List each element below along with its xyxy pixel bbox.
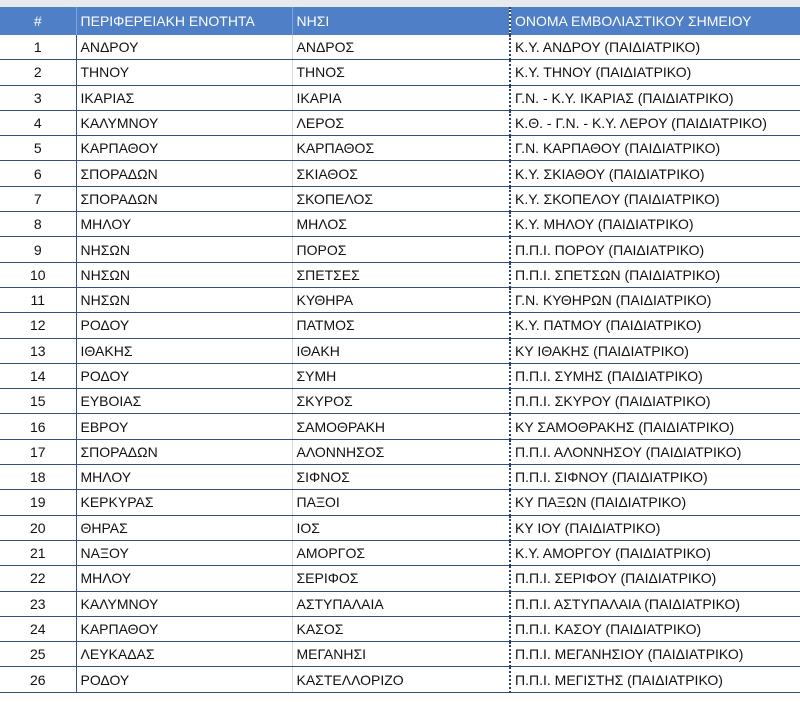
cell-vaccination-point[interactable]: ΚΥ ΣΑΜΟΘΡΑΚΗΣ (ΠΑΙΔΙΑΤΡΙΚΟ)	[510, 414, 800, 439]
cell-vaccination-point[interactable]: Π.Π.Ι. ΚΑΣΟΥ (ΠΑΙΔΙΑΤΡΙΚΟ)	[510, 616, 800, 641]
cell-vaccination-point[interactable]: Π.Π.Ι. ΣΚΥΡΟΥ (ΠΑΙΔΙΑΤΡΙΚΟ)	[510, 389, 800, 414]
table-row	[0, 287, 800, 312]
table-row	[0, 262, 800, 287]
cell-number[interactable]: 2	[0, 60, 76, 85]
cell-regional-unit[interactable]: ΚΑΡΠΑΘΟΥ	[76, 136, 292, 161]
cell-island[interactable]: ΠΟΡΟΣ	[292, 237, 510, 262]
cell-number[interactable]: 7	[0, 186, 76, 211]
table-row	[0, 60, 800, 85]
table-row	[0, 85, 800, 110]
table-row	[0, 35, 800, 60]
cell-number[interactable]: 13	[0, 338, 76, 363]
cell-island[interactable]: ΠΑΤΜΟΣ	[292, 313, 510, 338]
cell-island[interactable]: ΜΗΛΟΣ	[292, 212, 510, 237]
cell-number[interactable]: 21	[0, 540, 76, 565]
cell-vaccination-point[interactable]: Κ.Υ. ΜΗΛΟΥ (ΠΑΙΔΙΑΤΡΙΚΟ)	[510, 212, 800, 237]
cell-island[interactable]: ΣΕΡΙΦΟΣ	[292, 566, 510, 591]
cell-island[interactable]: ΑΝΔΡΟΣ	[292, 35, 510, 60]
cell-island[interactable]: ΣΚΙΑΘΟΣ	[292, 161, 510, 186]
table-row	[0, 642, 800, 667]
table-row	[0, 439, 800, 464]
cell-regional-unit[interactable]: ΤΗΝΟΥ	[76, 60, 292, 85]
cell-vaccination-point[interactable]: Κ.Υ. ΑΜΟΡΓΟΥ (ΠΑΙΔΙΑΤΡΙΚΟ)	[510, 540, 800, 565]
cell-island[interactable]: ΣΚΟΠΕΛΟΣ	[292, 186, 510, 211]
header-island[interactable]: ΝΗΣΙ	[292, 7, 510, 35]
cell-regional-unit[interactable]: ΙΚΑΡΙΑΣ	[76, 85, 292, 110]
cell-vaccination-point[interactable]: Κ.Υ. ΣΚΙΑΘΟΥ (ΠΑΙΔΙΑΤΡΙΚΟ)	[510, 161, 800, 186]
cell-island[interactable]: ΜΕΓΑΝΗΣΙ	[292, 642, 510, 667]
cell-vaccination-point[interactable]: Π.Π.Ι. ΣΕΡΙΦΟΥ (ΠΑΙΔΙΑΤΡΙΚΟ)	[510, 566, 800, 591]
cell-regional-unit[interactable]: ΚΑΛΥΜΝΟΥ	[76, 110, 292, 135]
cell-regional-unit[interactable]: ΣΠΟΡΑΔΩΝ	[76, 439, 292, 464]
cell-island[interactable]: ΣΥΜΗ	[292, 363, 510, 388]
cell-island[interactable]: ΙΟΣ	[292, 515, 510, 540]
cell-regional-unit[interactable]: ΚΕΡΚΥΡΑΣ	[76, 490, 292, 515]
cell-island[interactable]: ΚΑΣΟΣ	[292, 616, 510, 641]
cell-island[interactable]: ΣΑΜΟΘΡΑΚΗ	[292, 414, 510, 439]
cell-number[interactable]: 16	[0, 414, 76, 439]
cell-vaccination-point[interactable]: ΚΥ ΙΘΑΚΗΣ (ΠΑΙΔΙΑΤΡΙΚΟ)	[510, 338, 800, 363]
cell-regional-unit[interactable]: ΜΗΛΟΥ	[76, 566, 292, 591]
cell-regional-unit[interactable]: ΝΗΣΩΝ	[76, 237, 292, 262]
table-row	[0, 566, 800, 591]
table-row	[0, 490, 800, 515]
cell-vaccination-point[interactable]: Γ.Ν. - Κ.Υ. ΙΚΑΡΙΑΣ (ΠΑΙΔΙΑΤΡΙΚΟ)	[510, 85, 800, 110]
cell-vaccination-point[interactable]: ΚΥ ΙΟΥ (ΠΑΙΔΙΑΤΡΙΚΟ)	[510, 515, 800, 540]
cell-regional-unit[interactable]: ΣΠΟΡΑΔΩΝ	[76, 186, 292, 211]
cell-island[interactable]: ΚΑΡΠΑΘΟΣ	[292, 136, 510, 161]
cell-regional-unit[interactable]: ΡΟΔΟΥ	[76, 667, 292, 692]
cell-number[interactable]: 25	[0, 642, 76, 667]
cell-number[interactable]: 15	[0, 389, 76, 414]
table-row	[0, 136, 800, 161]
cell-number[interactable]: 26	[0, 667, 76, 692]
cell-number[interactable]: 17	[0, 439, 76, 464]
cell-number[interactable]: 5	[0, 136, 76, 161]
vaccination-points-table	[0, 7, 800, 693]
cell-vaccination-point[interactable]: Π.Π.Ι. ΑΛΟΝΝΗΣΟΥ (ΠΑΙΔΙΑΤΡΙΚΟ)	[510, 439, 800, 464]
header-regional-unit[interactable]: ΠΕΡΙΦΕΡΕΙΑΚΗ ΕΝΟΤΗΤΑ	[76, 7, 292, 35]
cell-island[interactable]: ΣΠΕΤΣΕΣ	[292, 262, 510, 287]
header-row	[0, 7, 800, 35]
cell-number[interactable]: 9	[0, 237, 76, 262]
table-row	[0, 338, 800, 363]
cell-vaccination-point[interactable]: Π.Π.Ι. ΠΟΡΟΥ (ΠΑΙΔΙΑΤΡΙΚΟ)	[510, 237, 800, 262]
table-row	[0, 110, 800, 135]
cell-regional-unit[interactable]: ΡΟΔΟΥ	[76, 363, 292, 388]
cell-regional-unit[interactable]: ΑΝΔΡΟΥ	[76, 35, 292, 60]
cell-vaccination-point[interactable]: Π.Π.Ι. ΜΕΓΙΣΤΗΣ (ΠΑΙΔΙΑΤΡΙΚΟ)	[510, 667, 800, 692]
table-row	[0, 313, 800, 338]
cell-island[interactable]: ΣΚΥΡΟΣ	[292, 389, 510, 414]
table-row	[0, 616, 800, 641]
cell-island[interactable]: ΙΚΑΡΙΑ	[292, 85, 510, 110]
cell-island[interactable]: ΚΑΣΤΕΛΛΟΡΙΖΟ	[292, 667, 510, 692]
cell-regional-unit[interactable]: ΛΕΥΚΑΔΑΣ	[76, 642, 292, 667]
table-row	[0, 465, 800, 490]
cell-number[interactable]: 12	[0, 313, 76, 338]
cell-number[interactable]: 8	[0, 212, 76, 237]
cell-number[interactable]: 10	[0, 262, 76, 287]
cell-number[interactable]: 11	[0, 287, 76, 312]
cell-number[interactable]: 18	[0, 465, 76, 490]
cell-vaccination-point[interactable]: Κ.Θ. - Γ.Ν. - Κ.Υ. ΛΕΡΟΥ (ΠΑΙΔΙΑΤΡΙΚΟ)	[510, 110, 800, 135]
cell-island[interactable]: ΛΕΡΟΣ	[292, 110, 510, 135]
cell-island[interactable]: ΣΙΦΝΟΣ	[292, 465, 510, 490]
cell-island[interactable]: ΠΑΞΟΙ	[292, 490, 510, 515]
cell-island[interactable]: ΑΣΤΥΠΑΛΑΙΑ	[292, 591, 510, 616]
cell-regional-unit[interactable]: ΚΑΡΠΑΘΟΥ	[76, 616, 292, 641]
cell-regional-unit[interactable]: ΝΗΣΩΝ	[76, 287, 292, 312]
cell-number[interactable]: 22	[0, 566, 76, 591]
cell-vaccination-point[interactable]: Π.Π.Ι. ΜΕΓΑΝΗΣΙΟΥ (ΠΑΙΔΙΑΤΡΙΚΟ)	[510, 642, 800, 667]
table-row	[0, 515, 800, 540]
cell-island[interactable]: ΤΗΝΟΣ	[292, 60, 510, 85]
cell-regional-unit[interactable]: ΕΒΡΟΥ	[76, 414, 292, 439]
table-row	[0, 186, 800, 211]
cell-regional-unit[interactable]: ΡΟΔΟΥ	[76, 313, 292, 338]
cell-regional-unit[interactable]: ΜΗΛΟΥ	[76, 465, 292, 490]
cell-vaccination-point[interactable]: ΚΥ ΠΑΞΩΝ (ΠΑΙΔΙΑΤΡΙΚΟ)	[510, 490, 800, 515]
cell-vaccination-point[interactable]: Κ.Υ. ΠΑΤΜΟΥ (ΠΑΙΔΙΑΤΡΙΚΟ)	[510, 313, 800, 338]
cell-island[interactable]: ΑΛΟΝΝΗΣΟΣ	[292, 439, 510, 464]
cell-vaccination-point[interactable]: Π.Π.Ι. ΣΥΜΗΣ (ΠΑΙΔΙΑΤΡΙΚΟ)	[510, 363, 800, 388]
cell-island[interactable]: ΑΜΟΡΓΟΣ	[292, 540, 510, 565]
cell-regional-unit[interactable]: ΕΥΒΟΙΑΣ	[76, 389, 292, 414]
cell-number[interactable]: 23	[0, 591, 76, 616]
table-row	[0, 667, 800, 692]
cell-number[interactable]: 1	[0, 35, 76, 60]
cell-island[interactable]: ΚΥΘΗΡΑ	[292, 287, 510, 312]
cell-regional-unit[interactable]: ΣΠΟΡΑΔΩΝ	[76, 161, 292, 186]
cell-regional-unit[interactable]: ΘΗΡΑΣ	[76, 515, 292, 540]
cell-number[interactable]: 24	[0, 616, 76, 641]
cell-vaccination-point[interactable]: Π.Π.Ι. ΣΠΕΤΣΩΝ (ΠΑΙΔΙΑΤΡΙΚΟ)	[510, 262, 800, 287]
header-number[interactable]: #	[0, 7, 76, 35]
cell-number[interactable]: 3	[0, 85, 76, 110]
cell-island[interactable]: ΙΘΑΚΗ	[292, 338, 510, 363]
cell-regional-unit[interactable]: ΝΑΞΟΥ	[76, 540, 292, 565]
cell-vaccination-point[interactable]: Π.Π.Ι. ΑΣΤΥΠΑΛΑΙΑ (ΠΑΙΔΙΑΤΡΙΚΟ)	[510, 591, 800, 616]
cell-vaccination-point[interactable]: Κ.Υ. ΤΗΝΟΥ (ΠΑΙΔΙΑΤΡΙΚΟ)	[510, 60, 800, 85]
cell-regional-unit[interactable]: ΚΑΛΥΜΝΟΥ	[76, 591, 292, 616]
table-row	[0, 389, 800, 414]
table-row	[0, 414, 800, 439]
table-row	[0, 540, 800, 565]
cell-number[interactable]: 19	[0, 490, 76, 515]
table-row	[0, 363, 800, 388]
cell-number[interactable]: 14	[0, 363, 76, 388]
table-row	[0, 212, 800, 237]
cell-regional-unit[interactable]: ΜΗΛΟΥ	[76, 212, 292, 237]
cell-vaccination-point[interactable]: Κ.Υ. ΣΚΟΠΕΛΟΥ (ΠΑΙΔΙΑΤΡΙΚΟ)	[510, 186, 800, 211]
cell-vaccination-point[interactable]: Γ.Ν. ΚΑΡΠΑΘΟΥ (ΠΑΙΔΙΑΤΡΙΚΟ)	[510, 136, 800, 161]
cell-regional-unit[interactable]: ΝΗΣΩΝ	[76, 262, 292, 287]
table-row	[0, 591, 800, 616]
table-row	[0, 161, 800, 186]
header-vaccination-point[interactable]: ΟΝΟΜΑ ΕΜΒΟΛΙΑΣΤΙΚΟΥ ΣΗΜΕΙΟΥ	[510, 7, 800, 35]
cell-number[interactable]: 4	[0, 110, 76, 135]
cell-number[interactable]: 6	[0, 161, 76, 186]
table-row	[0, 237, 800, 262]
cell-vaccination-point[interactable]: Π.Π.Ι. ΣΙΦΝΟΥ (ΠΑΙΔΙΑΤΡΙΚΟ)	[510, 465, 800, 490]
cell-vaccination-point[interactable]: Κ.Υ. ΑΝΔΡΟΥ (ΠΑΙΔΙΑΤΡΙΚΟ)	[510, 35, 800, 60]
cell-number[interactable]: 20	[0, 515, 76, 540]
cell-vaccination-point[interactable]: Γ.Ν. ΚΥΘΗΡΩΝ (ΠΑΙΔΙΑΤΡΙΚΟ)	[510, 287, 800, 312]
cell-regional-unit[interactable]: ΙΘΑΚΗΣ	[76, 338, 292, 363]
